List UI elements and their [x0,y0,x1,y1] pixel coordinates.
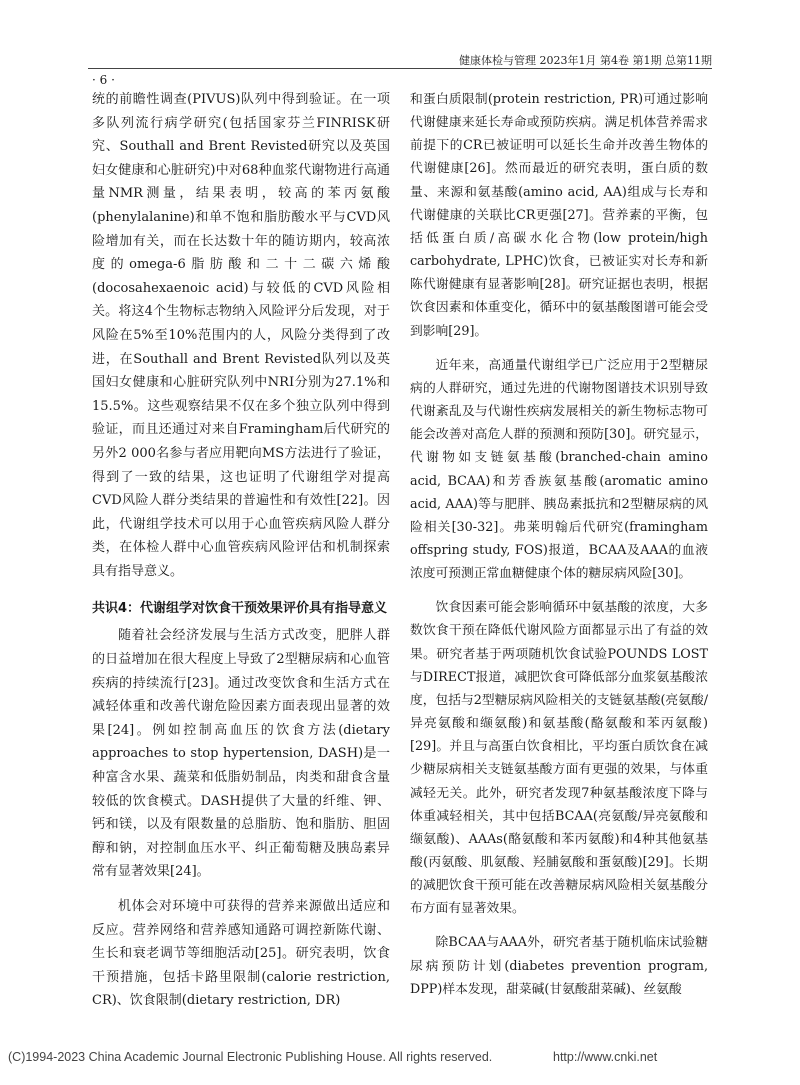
paragraph: 除BCAA与AAA外，研究者基于随机临床试验糖尿病预防计划(diabetes prevention program, DPP)样本发现，甜菜碱(甘氨酸甜菜碱)、丝氨酸 [410,935,708,997]
paragraph: 随着社会经济发展与生活方式改变，肥胖人群的日益增加在很大程度上导致了2型糖尿病和心血管疾病的持续流行[23]。通过改变饮食和生活方式在减轻体重和改善代谢危险因素方面表现出显著的效果[24]。例如控制高血压的饮食方法(dietary approaches to stop hypertension, DASH)是一种富含水果、蔬菜和低脂奶制品，肉类和甜食含量较低的饮食模式。DASH提供了大量的纤维、钾、钙和镁，以及有限数量的总脂肪、饱和脂肪、胆固醇和钠，对控制血压水平、纠正葡萄糖及胰岛素异常有显著效果[24]。 [92,628,390,880]
running-head: 健康体检与管理 2023年1月 第4卷 第1期 总第11期 [459,54,712,67]
copyright-notice: (C)1994-2023 China Academic Journal Electronic Publishing House. All rights reserved. [8,1050,493,1064]
paragraph: 和蛋白质限制(protein restriction, PR)可通过影响代谢健康来延长寿命或预防疾病。满足机体营养需求前提下的CR已被证明可以延长生命并改善生物体的代谢健康[26]。然而最近的研究表明，蛋白质的数量、来源和氨基酸(amino acid, AA)组成与长寿和代谢健康的关联比CR更强[27]。营养素的平衡，包括低蛋白质/高碳水化合物(low protein/high carbohydrate, LPHC)饮食，已被证实对长寿和新陈代谢健康有显著影响[28]。研究证据也表明，根据饮食因素和体重变化，循环中的氨基酸图谱可能会受到影响[29]。 [410,92,708,339]
paragraph: 近年来，高通量代谢组学已广泛应用于2型糖尿病的人群研究，通过先进的代谢物图谱技术识别导致代谢紊乱及与代谢性疾病发展相关的新生物标志物可能会改善对高危人群的预测和预防[30]。研究显示，代谢物如支链氨基酸(branched-chain amino acid, BCAA)和芳香族氨基酸(aromatic amino acid, AAA)等与肥胖、胰岛素抵抗和2型糖尿病的风险相关[30-32]。弗莱明翰后代研究(framingham offspring study, FOS)报道，BCAA及AAA的血液浓度可预测正常血糖健康个体的糖尿病风险[30]。 [410,357,708,582]
header-rule [88,68,712,69]
paragraph: 饮食因素可能会影响循环中氨基酸的浓度，大多数饮食干预在降低代谢风险方面都显示出了有益的效果。研究者基于两项随机饮食试验POUNDS LOST与DIRECT报道，减肥饮食可降低部分血浆氨基酸浓度，包括与2型糖尿病风险相关的支链氨基酸(亮氨酸/异亮氨酸和缬氨酸)和氨基酸(酪氨酸和苯丙氨酸)[29]。并且与高蛋白饮食相比，平均蛋白质饮食在减少糖尿病相关支链氨基酸方面有更强的效果，与体重减轻无关。此外，研究者发现7种氨基酸浓度下降与体重减轻相关，其中包括BCAA(亮氨酸/异亮氨酸和缬氨酸)、AAAs(酪氨酸和苯丙氨酸)和4种其他氨基酸(丙氨酸、肌氨酸、羟脯氨酸和蛋氨酸)[29]。长期的减肥饮食干预可能在改善糖尿病风险相关氨基酸分布方面有显著效果。 [410,600,708,917]
paragraph: 统的前瞻性调查(PIVUS)队列中得到验证。在一项多队列流行病学研究(包括国家芬兰FINRISK研究、Southall and Brent Revisted研究以及英国妇女健康和心脏研究)中对68种血浆代谢物进行高通量NMR测量，结果表明，较高的苯丙氨酸(phenylalanine)和单不饱和脂肪酸水平与CVD风险增加有关，而在长达数十年的随访期内，较高浓度的omega-6脂肪酸和二十二碳六烯酸(docosahexaenoic acid)与较低的CVD风险相关。将这4个生物标志物纳入风险评分后发现，对于风险在5%至10%范围内的人，风险分类得到了改进，在Southall and Brent Revisted队列以及英国妇女健康和心脏研究队列中NRI分别为27.1%和15.5%。这些观察结果不仅在多个独立队列中得到验证，而且还通过对来自Framingham后代研究的另外2 000名参与者应用靶向MS方法进行了验证，得到了一致的结果，这也证明了代谢组学对提高CVD风险人群分类结果的普遍性和有效性[22]。因此，代谢组学技术可以用于心血管疾病风险人群分类，在体检人群中心血管疾病风险评估和机制探索具有指导意义。 [92,92,390,579]
paragraph: 机体会对环境中可获得的营养来源做出适应和反应。营养网络和营养感知通路可调控新陈代谢、生长和衰老调节等细胞活动[25]。研究表明，饮食干预措施，包括卡路里限制(calorie restriction, CR)、饮食限制(dietary restriction, DR) [92,899,390,1009]
left-column [92,88,390,1013]
page-number: · 6 · [92,73,115,87]
section-heading: 共识4：代谢组学对饮食干预效果评价具有指导意义 [92,601,388,617]
right-column [410,88,708,1001]
footer-link[interactable]: http://www.cnki.net [553,1050,658,1064]
